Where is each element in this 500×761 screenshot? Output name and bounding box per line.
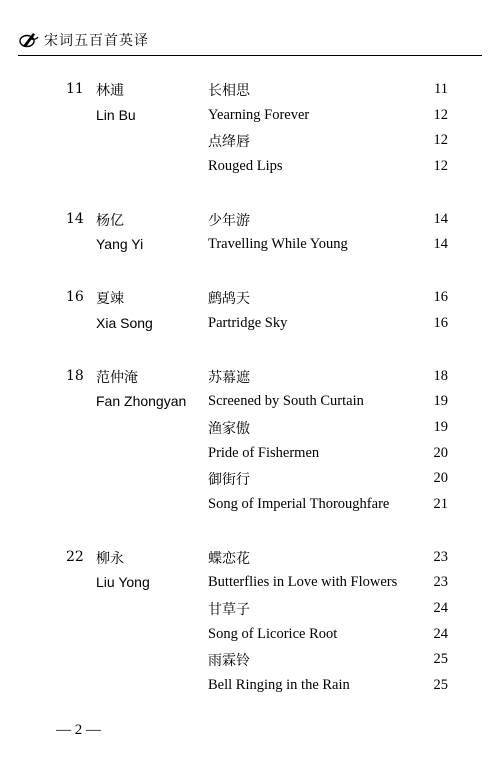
poet-name-chinese: 范仲淹 [96, 369, 138, 386]
poet-name-chinese: 杨亿 [96, 212, 124, 229]
poem-title: 雨霖铃 [208, 653, 250, 670]
running-header [18, 28, 149, 52]
poem-page-number: 25 [433, 651, 448, 668]
poem-page-number: 21 [433, 495, 448, 512]
poet-page-number: 11 [66, 81, 84, 97]
poem-title: 渔家傲 [208, 420, 250, 437]
poem-page-number: 19 [433, 393, 448, 410]
poem-title: 点绛唇 [208, 134, 250, 151]
poem-title: Song of Licorice Root [208, 625, 338, 642]
toc-row [0, 442, 500, 468]
poet-name-english: Liu Yong [96, 574, 150, 591]
toc-row [0, 571, 500, 597]
poem-title: 鹧鸪天 [208, 291, 250, 308]
poet-name-chinese: 林逋 [96, 83, 124, 99]
poem-title: 御街行 [208, 472, 250, 489]
poem-page-number: 24 [433, 625, 448, 642]
poem-page-number: 19 [433, 418, 448, 435]
toc-row [0, 208, 500, 234]
poem-title: Butterflies in Love with Flowers [208, 574, 398, 591]
poet-name-chinese: 夏竦 [96, 291, 124, 308]
poem-title: Partridge Sky [208, 314, 288, 331]
poem-page-number: 24 [433, 600, 448, 616]
toc-row [0, 623, 500, 649]
toc-row [0, 674, 500, 700]
toc-entry [0, 365, 500, 519]
poem-page-number: 14 [433, 210, 448, 227]
toc-row [0, 467, 500, 493]
poem-page-number: 14 [433, 236, 448, 253]
poem-page-number: 12 [433, 158, 448, 175]
toc-entry [0, 286, 500, 337]
toc-row [0, 546, 500, 572]
toc-row [0, 365, 500, 391]
poet-page-number: 18 [66, 367, 84, 384]
toc-row [0, 648, 500, 674]
poem-title: Yearning Forever [208, 106, 310, 123]
toc-row [0, 286, 500, 312]
toc-entry [0, 78, 500, 181]
toc-entry [0, 546, 500, 700]
page-number: — 2 — [56, 722, 101, 738]
poem-title: 长相思 [208, 83, 250, 99]
poet-page-number: 22 [66, 548, 84, 565]
table-of-contents [0, 78, 500, 700]
toc-row [0, 597, 500, 623]
book-logo-icon [18, 31, 40, 49]
toc-row [0, 312, 500, 338]
toc-row [0, 416, 500, 442]
poem-page-number: 23 [433, 574, 448, 591]
poem-title: 蝶恋花 [208, 550, 250, 567]
poem-page-number: 16 [433, 314, 448, 331]
poet-name-english: Yang Yi [96, 236, 144, 253]
poet-name-english: Xia Song [96, 314, 153, 331]
toc-row [0, 129, 500, 155]
poem-page-number: 11 [434, 81, 448, 97]
poem-page-number: 12 [433, 132, 448, 149]
poem-page-number: 18 [433, 367, 448, 384]
poem-page-number: 16 [433, 289, 448, 306]
toc-row [0, 155, 500, 181]
poem-title: 少年游 [208, 212, 250, 229]
poem-page-number: 20 [433, 470, 448, 487]
toc-row [0, 390, 500, 416]
poem-page-number: 20 [433, 444, 448, 461]
poet-name-english: Lin Bu [96, 106, 136, 123]
toc-row [0, 233, 500, 259]
header-rule [18, 55, 482, 56]
toc-row [0, 78, 500, 104]
poem-title: Travelling While Young [208, 236, 348, 253]
poem-title: Screened by South Curtain [208, 393, 364, 410]
poet-page-number: 16 [66, 289, 84, 306]
poem-title: 苏幕遮 [208, 369, 250, 386]
toc-entry [0, 208, 500, 259]
toc-row [0, 104, 500, 130]
toc-row [0, 493, 500, 519]
book-title: 宋词五百首英译 [44, 33, 149, 49]
poem-page-number: 12 [433, 106, 448, 123]
poet-name-english: Fan Zhongyan [96, 393, 187, 410]
poem-title: Pride of Fishermen [208, 444, 320, 461]
poem-title: Song of Imperial Thoroughfare [208, 495, 390, 512]
poem-title: Rouged Lips [208, 158, 283, 175]
poem-page-number: 25 [433, 677, 448, 694]
poet-page-number: 14 [66, 210, 84, 227]
poet-name-chinese: 柳永 [96, 550, 124, 567]
poem-title: Bell Ringing in the Rain [208, 677, 350, 694]
poem-page-number: 23 [433, 548, 448, 565]
poem-title: 甘草子 [208, 602, 250, 618]
